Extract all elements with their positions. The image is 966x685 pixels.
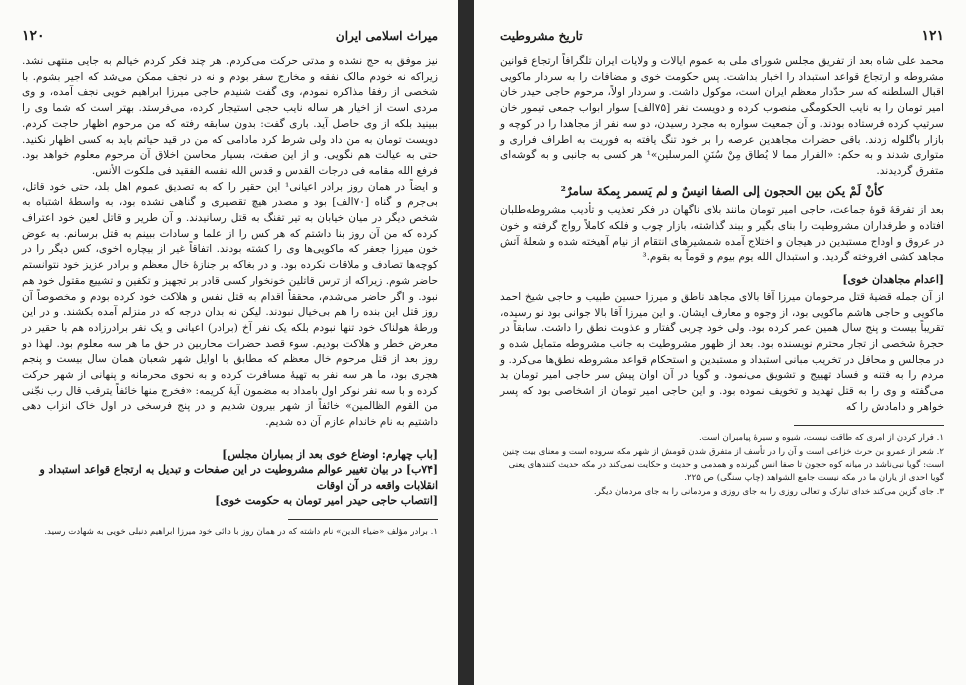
- footnote: ۳. جای گزین می‌کند خدای تبارک و تعالی روزی را به جای روزی و مردمانی را به جای مردمان دیگر.: [593, 487, 944, 498]
- page-number: ۱۲۱: [921, 28, 944, 44]
- right-page: [474, 0, 966, 685]
- paragraph: نیز موفق به حج نشده و مدتی حرکت می‌کردم. هر چند فکر کردم خیالم به جایی منتهی نشد. زیراکه نه خودم مالک نفقه و مخارج سفر بودم و نه در نجف ممکن می‌شد که اجیر بشوم. با شخصی از رفقا مذاکره نمودم، وی گفت شنیدم حاجی میرزا ابراهیم خویی نجف آمده، و وی مردی است از اخیار هر ساله نایب حجی استیجار کرده، می‌فرستد. بهتر است که شما وی را ببینید بلکه از وی حاصل آید. باری گفت: بدون سابقه رفته که من مرحوم اظهار حاجت کردم. دویست تومان به من داد ولی شرط کرد مادامی که من در قید حیاتم باید به کسی اظهار نکنید. حتی به عیالت هم نگویی. و از این صفت، بسیار محاسن اخلاق آن مرحوم معلوم خواهد بود. فرفع الله مقامه فی درجات القدس و قدس الله نفسه الفقید فی ملکوت الأنس.: [22, 55, 438, 177]
- paragraph: بعد از تفرقهٔ قوهٔ جماعت، حاجی امیر تومان مانند بلای ناگهان در فکر تعذیب و تأدیب مشروطه‌طلبان افتاده و طرفداران مشروطیت را بنای بگیر و ببند گذاشته، بازار چوب و فلکه کاملاً رواج گرفته و خون در عروق و اوداج مستبدین در هیجان و اختلاج آمده شمشیرهای انتقام از نیام آهیخته شده و شعلهٔ آتش مجاهد کشی افروخته گردید. و استبدال الله یوم بیوم و قوماً به بقوم.³: [500, 204, 944, 264]
- page-header: [500, 26, 944, 46]
- footnote: ۲. شعر از عمرو بن حرث خزاعی است و آن را در تأسف از متفرق شدن قومش از شهر مکه سروده است و معنای بیت چنین است: گویا نبی‌ناشد در میانه کوه حجون تا صفا انس گیرنده و همدمی و حدیث و حکایت نمی‌کند در مکه حدیث کنندهای یعنی گویا احدی از یاران ما در مکه نیست جامع الشواهد (چاپ سنگی) ص ۲۲۵.: [502, 447, 944, 484]
- footnotes: [22, 526, 438, 539]
- footnote-divider: [288, 519, 438, 520]
- paragraph: و ایضاً در همان روز برادر اعیانی¹ این حقیر را که به تصدیق عموم اهل بلد، حتی خود قاتل، بی‌جرم و گناه [۷۰الف] بود و مصدر هیچ تقصیری و گناهی نشده بود، به واسطهٔ اشتباه به شخص دیگر در میان خیابان به تیر تفنگ به قتل رسانیدند. و آن طریر و قاتل لعین خود اعتراف کرده که من آن روز بنا داشتم که هر کس را از علما و سادات ببینم به قتل برسانم. به عوض خون میرزا جعفر که ماکویی‌ها وی را کشته بودند. اتفاقاً غیر از بیچاره اخوی، کس دیگر را در کوچه‌ها تصادف و ملاقات نکرده بود. و در بغاکه بر جنازهٔ خال معظم و برادر عزیز خود نتوانستم حاضر شوم. زیراکه از ترس قاتلین خونخوار کسی قادر بر تجهیز و تکفین و تشییع مقتول خود هم نبود. و اگر حاضر می‌شدم، محققاً اقدام به قتل نفس و هلاکت خود کرده بودم و مخصوصاً آن روز قتل این بنده را هم بی‌خیال نبودند. لیکن نه بدان درجه که در منزلم آمده بکشند. و در این ورطهٔ هولناک خود تنها نبودم بلکه یک نفر آخ (برادر) اعیانی و یک نفر برادرزاده هم با حقیر در معرض خطر و هلاکت بودیم. سوء قصد حضرات محاربین در حق ما هر سه معلوم بود. لهذا دو روز بعد از قتل مرحوم خال معظم که مطابق با اوایل شهر شعبان همان سال بیست و پنجم هجری بود، ما هر سه نفر به تهیهٔ مسافرت کرده و به نحوی محرمانه و پنهانی از شهر حرکت کرده و با سه نفر نوکر اول بامداد به مضمون آیهٔ کریمه: «فخرج منها خائفاً یترقب قال رب نجّنی من القوم الظالمین» خائفاً از شهر بیرون شدیم و در پنج فرسخی در اول خاک انزاب دهی داشتیم به نام خاندام عازم آن ده شدیم.: [22, 180, 438, 429]
- body-text: [22, 54, 438, 431]
- section-heading: [اعدام مجاهدان خوی]: [842, 273, 944, 287]
- running-title: میراث اسلامی ایران: [335, 29, 438, 43]
- section-heading: [انتصاب حاجی حیدر امیر تومان به حکومت خوی]: [215, 494, 438, 508]
- poetry-verse: کأنْ لَمْ یکن بین الحجون إلی الصفا انیسٌ و لم یَسمر بِمکة سامرٌ²: [560, 183, 884, 198]
- footnote: ۱. برادر مؤلف «ضیاء الدین» نام داشته که در همان روز با دائی خود میرزا ابراهیم دنبلی خویی به شهادت رسید.: [44, 526, 438, 537]
- left-page: [0, 0, 458, 685]
- chapter-subheading: [۷۴ب] در بیان تغییر عوالم مشروطیت در این صفحات و تبدیل به ارتجاع قواعد استبداد و انقلابات واقعه در آن اوقات: [39, 463, 438, 492]
- page-number: ۱۲۰: [22, 28, 45, 44]
- paragraph: محمد علی شاه بعد از تفریق مجلس شورای ملی به عموم ایالات و ولایات ایران تلگرافاً ارتجاع قوانین مشروطه و ارتجاع قواعد استبداد را اخبار بداشت. پس حکومت خوی و مضافات را به سردار ماکویی اقبال السلطنه که سر حدّدار معظم ایران است، موکول داشت. و سردار اولاً، مرحوم حاجی حیدر خان امیر تومان را به نایب الحکومگی منصوب کرده و دویست نفر [۷۵الف] سوار ابواب جمعی تیمور خان سرتیپ کرده فرستاده بودند. و آن جمعیت سواره به مجرد رسیدن، دو سه نفر از مجاهدا را در کوچه و بازار باگلوله زدند. باقی حضرات مجاهدین عرصه را بر خود تنگ یافته به فوریت به اطراف فراری و متواری شدند و به حکم: «الفرار مما لا یُطاق مِنْ سُنَنِ المرسلین»¹ هر کسی به جانبی و به گوشه‌ای متفرق گردیدند.: [500, 55, 945, 177]
- page-header: [22, 26, 438, 46]
- body-text: [500, 54, 944, 415]
- running-title: تاریخ مشروطیت: [500, 29, 583, 43]
- footnotes: [500, 432, 944, 499]
- paragraph: از آن جمله قضیهٔ قتل مرحومان میرزا آقا بالای مجاهد ناطق و میرزا حسین طبیب و حاجی شیخ احمد ماکویی و حاجی هاشم ماکویی بود، از وجوه و معارف ایشان. و این میرزا آقا بالا جوانی بود نو رسیده، تقریباً بیست و پنج سال همین عمر کرده بود. ولی خود چربی گفتار و عذوبت نطق را داشت. سابقاً در حجرهٔ شخصی از تجار محترم نویسنده بود. بعد از ظهور مشروطیت به جانب مشروطه متمایل شده و در مجالس و محافل در تخریب مبانی استبداد و مستبدین و استحکام قواعد مشروطه نطق‌ها می‌کرد. و مردم را به فتنه و فساد تهییج و تشویق می‌نمود. و گویا در آن اوان پیش سر حاجی امیر تومان بد می‌گفته و وی را به قتل تهدید و تخویف نموده بود. و این حاجی امیر تومان از اشخاصی بود که پسر خواهر و دامادش را که: [500, 290, 944, 413]
- footnote: ۱. فرار کردن از امری که طاقت نیست، شیوه و سیرهٔ پیامبران است.: [699, 433, 944, 444]
- chapter-heading: [باب چهارم: اوضاع خوی بعد از بمباران مجلس]: [222, 447, 438, 461]
- chapter-heading-block: [22, 447, 438, 509]
- footnote-divider: [794, 425, 944, 426]
- book-gutter: [458, 0, 474, 685]
